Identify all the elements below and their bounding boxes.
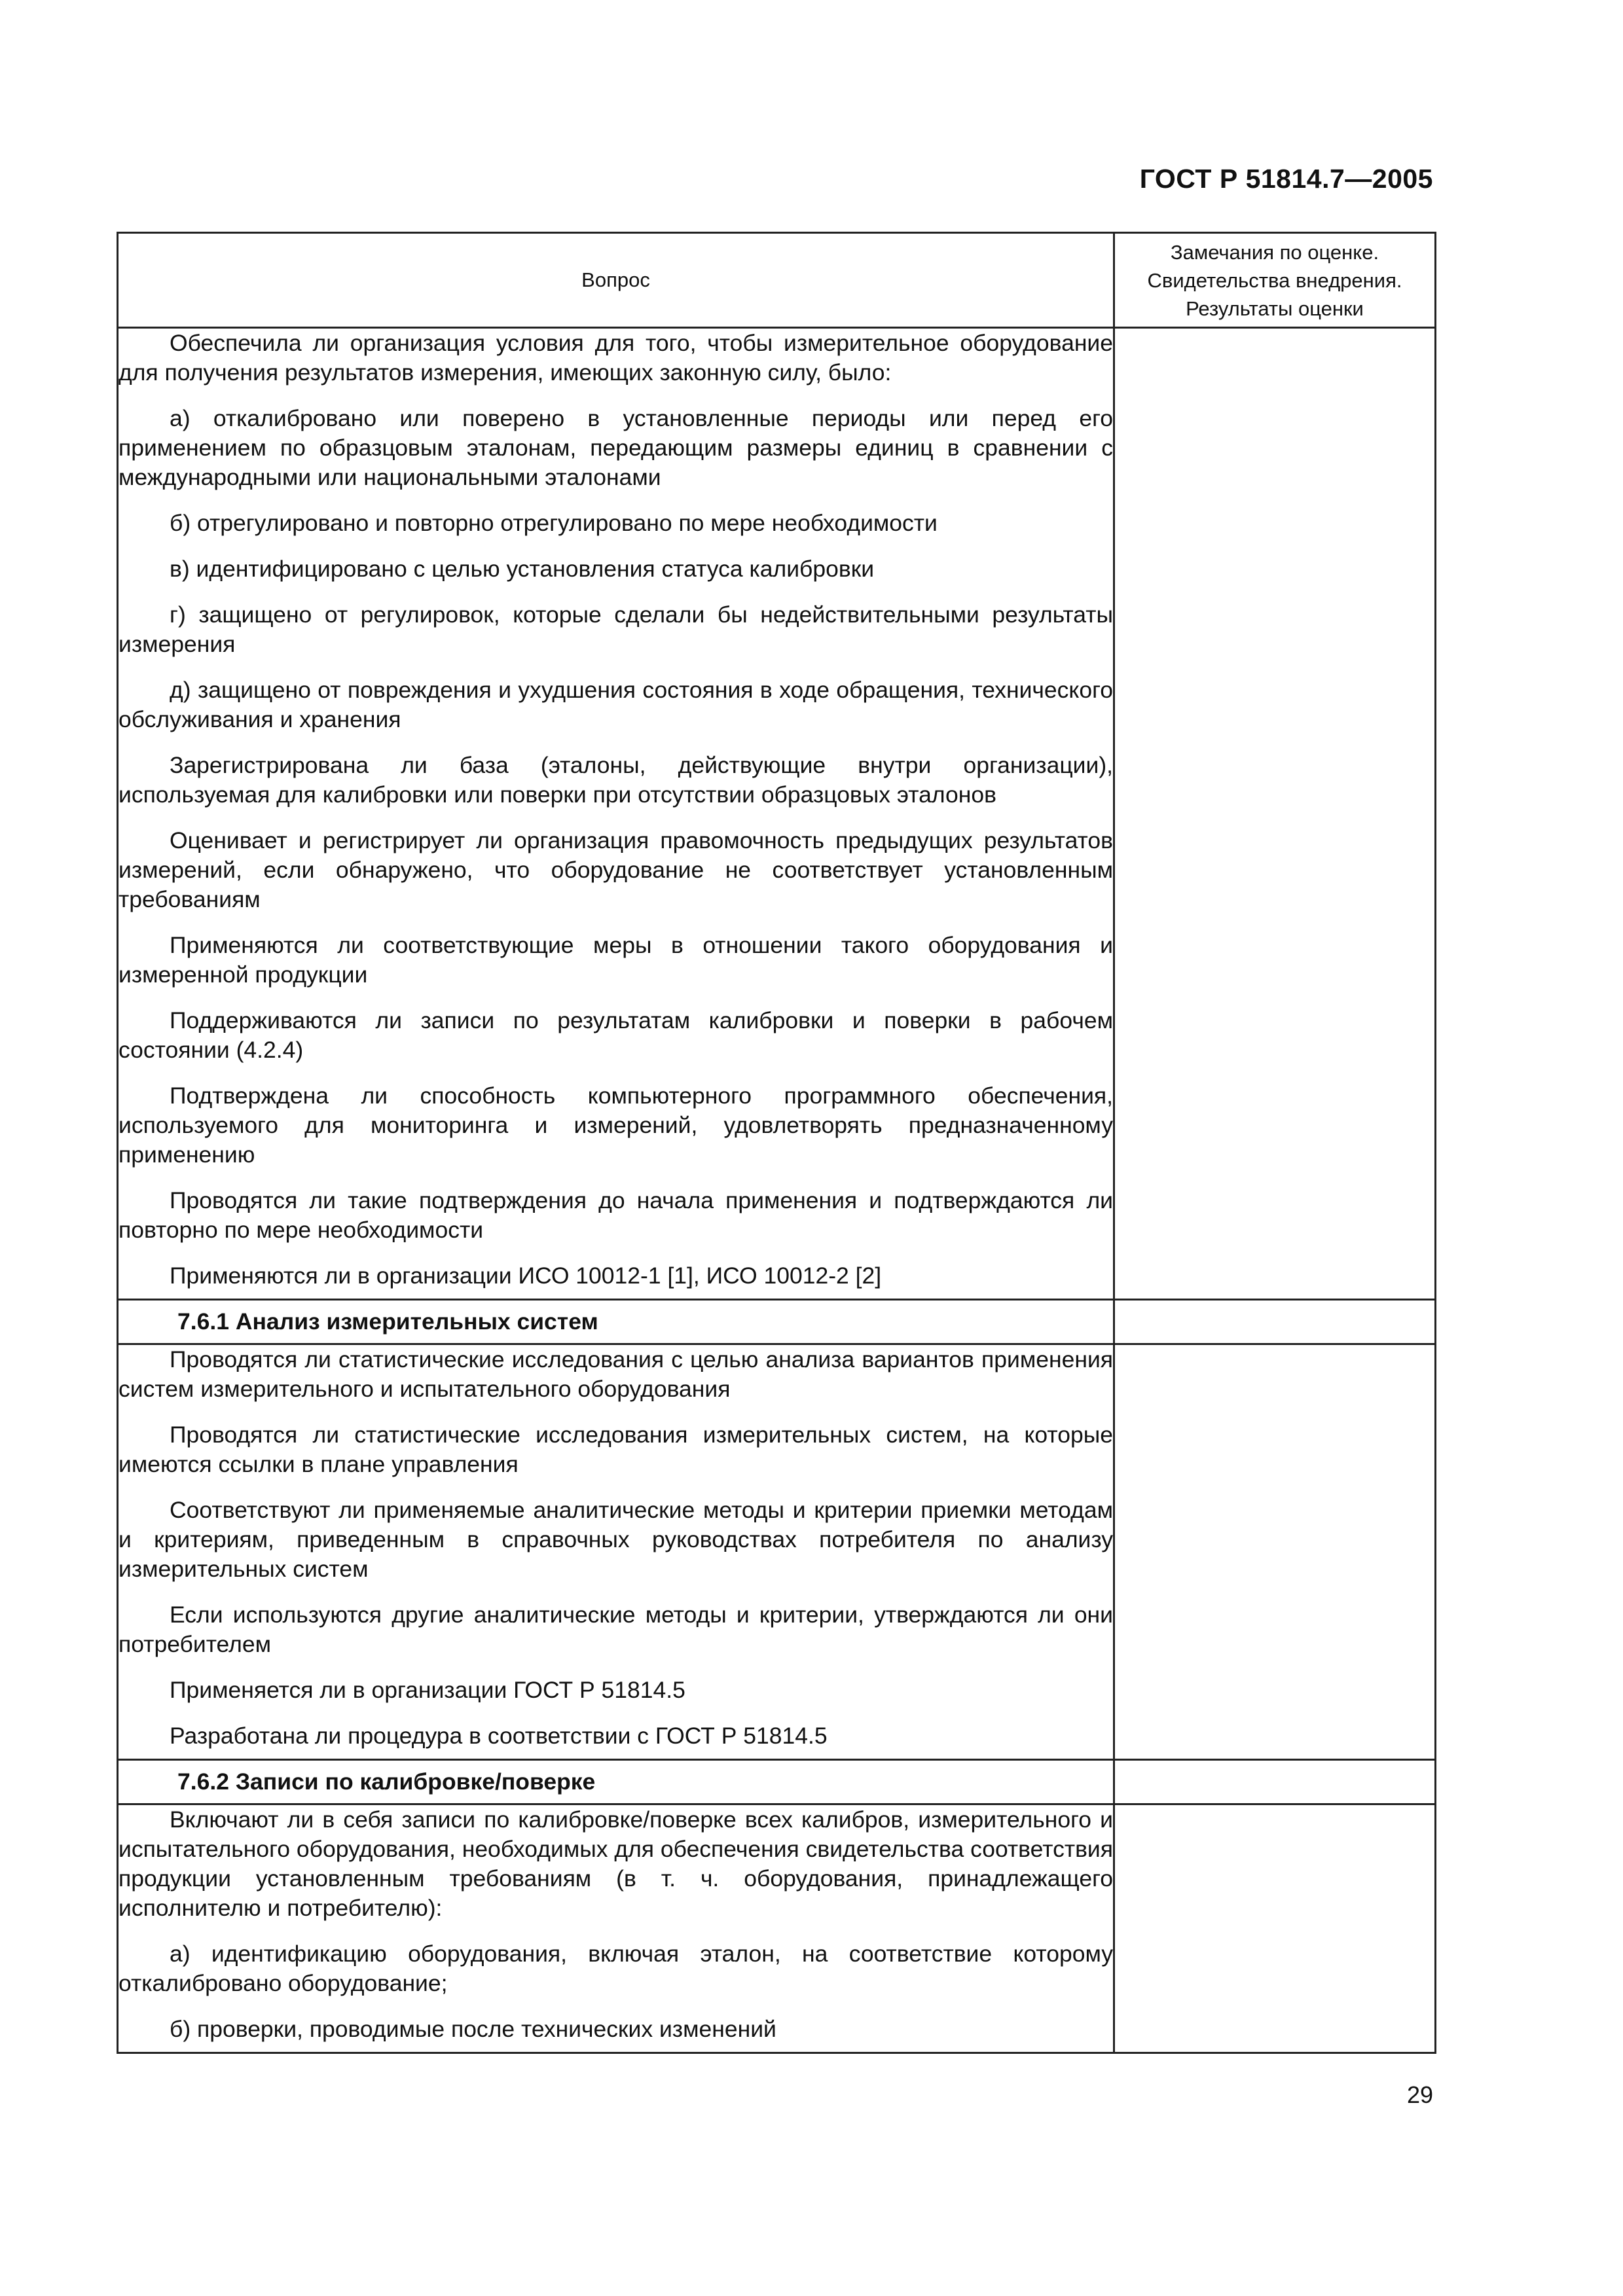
question-text: Проводятся ли статистические исследования измерительных систем, на которые имеются ссылки в плане управления	[119, 1422, 1113, 1477]
table-header-row	[118, 233, 1436, 328]
question-text: Проводятся ли такие подтверждения до начала применения и подтверждаются ли повторно по мере необходимости	[119, 1187, 1113, 1243]
table-row	[118, 328, 1436, 1300]
question-text: Проводятся ли статистические исследования с целью анализа вариантов применения систем измерительного и испытательного оборудования	[119, 1346, 1113, 1402]
question-text: Применяется ли в организации ГОСТ Р 51814.5	[170, 1677, 685, 1703]
checklist-table	[117, 232, 1436, 2054]
question-text: Соответствуют ли применяемые аналитические методы и критерии приемки методам и критериям, приведенным в справочных руководствах потребителя по анализу измерительных систем	[119, 1497, 1113, 1582]
question-text: Включают ли в себя записи по калибровке/поверке всех калибров, измерительного и испытательного оборудования, необходимых для обеспечения свидетельства соответствия продукции установленным требованиям (в т. ч. оборудования, принадлежащего исполнителю и потребителю):	[119, 1806, 1113, 1921]
notes-cell	[1114, 1300, 1436, 1344]
question-cell	[118, 1804, 1114, 2053]
question-cell	[118, 328, 1114, 1300]
question-text: Подтверждена ли способность компьютерного программного обеспечения, используемого для мониторинга и измерений, удовлетворять предназначенному применению	[119, 1083, 1113, 1168]
question-text: б) отрегулировано и повторно отрегулировано по мере необходимости	[170, 510, 938, 536]
column-header-question: Вопрос	[118, 233, 1114, 328]
section-heading-row	[118, 1300, 1436, 1344]
question-text: Применяются ли в организации ИСО 10012-1 [1], ИСО 10012-2 [2]	[170, 1263, 882, 1289]
question-text: Поддерживаются ли записи по результатам калибровки и поверки в рабочем состоянии (4.2.4)	[119, 1007, 1113, 1063]
notes-cell	[1114, 1760, 1436, 1804]
question-text: Применяются ли соответствующие меры в отношении такого оборудования и измеренной продукции	[119, 932, 1113, 988]
page-number: 29	[1406, 2081, 1433, 2108]
column-header-notes	[1114, 233, 1436, 328]
table-row	[118, 1344, 1436, 1760]
section-heading-762: 7.6.2 Записи по калибровке/поверке	[118, 1760, 1114, 1804]
section-heading-761: 7.6.1 Анализ измерительных систем	[118, 1300, 1114, 1344]
question-text: Если используются другие аналитические методы и критерии, утверждаются ли они потребителем	[119, 1602, 1113, 1657]
document-code: ГОСТ Р 51814.7—2005	[1139, 164, 1433, 194]
notes-header-line: Результаты оценки	[1186, 296, 1364, 320]
question-text: а) идентификацию оборудования, включая эталон, на соответствие которому откалибровано оборудование;	[119, 1941, 1113, 1996]
question-text: Оценивает и регистрирует ли организация правомочность предыдущих результатов измерений, если обнаружено, что оборудование не соответствует установленным требованиям	[119, 827, 1113, 912]
question-text: Разработана ли процедура в соответствии с ГОСТ Р 51814.5	[170, 1723, 828, 1749]
question-cell	[118, 1344, 1114, 1760]
table-row	[118, 1804, 1436, 2053]
question-text: в) идентифицировано с целью установления статуса калибровки	[170, 556, 875, 582]
question-text: Обеспечила ли организация условия для того, чтобы измерительное оборудование для получения результатов измерения, имеющих законную силу, было:	[119, 330, 1113, 386]
notes-cell	[1114, 1344, 1436, 1760]
section-heading-row	[118, 1760, 1436, 1804]
notes-cell	[1114, 1804, 1436, 2053]
notes-header-line: Замечания по оценке.	[1170, 240, 1379, 264]
notes-cell	[1114, 328, 1436, 1300]
notes-header-line: Свидетельства внедрения.	[1147, 268, 1402, 292]
question-text: а) откалибровано или поверено в установленные периоды или перед его применением по образцовым эталонам, передающим размеры единиц в сравнении с международными или национальными эталонами	[119, 405, 1113, 490]
question-text: г) защищено от регулировок, которые сделали бы недействительными результаты измерения	[119, 601, 1113, 657]
question-text: д) защищено от повреждения и ухудшения состояния в ходе обращения, технического обслуживания и хранения	[119, 677, 1113, 732]
question-text: Зарегистрирована ли база (эталоны, действующие внутри организации), используемая для калибровки или поверки при отсутствии образцовых эталонов	[119, 752, 1113, 808]
question-text: б) проверки, проводимые после технических изменений	[170, 2016, 776, 2042]
